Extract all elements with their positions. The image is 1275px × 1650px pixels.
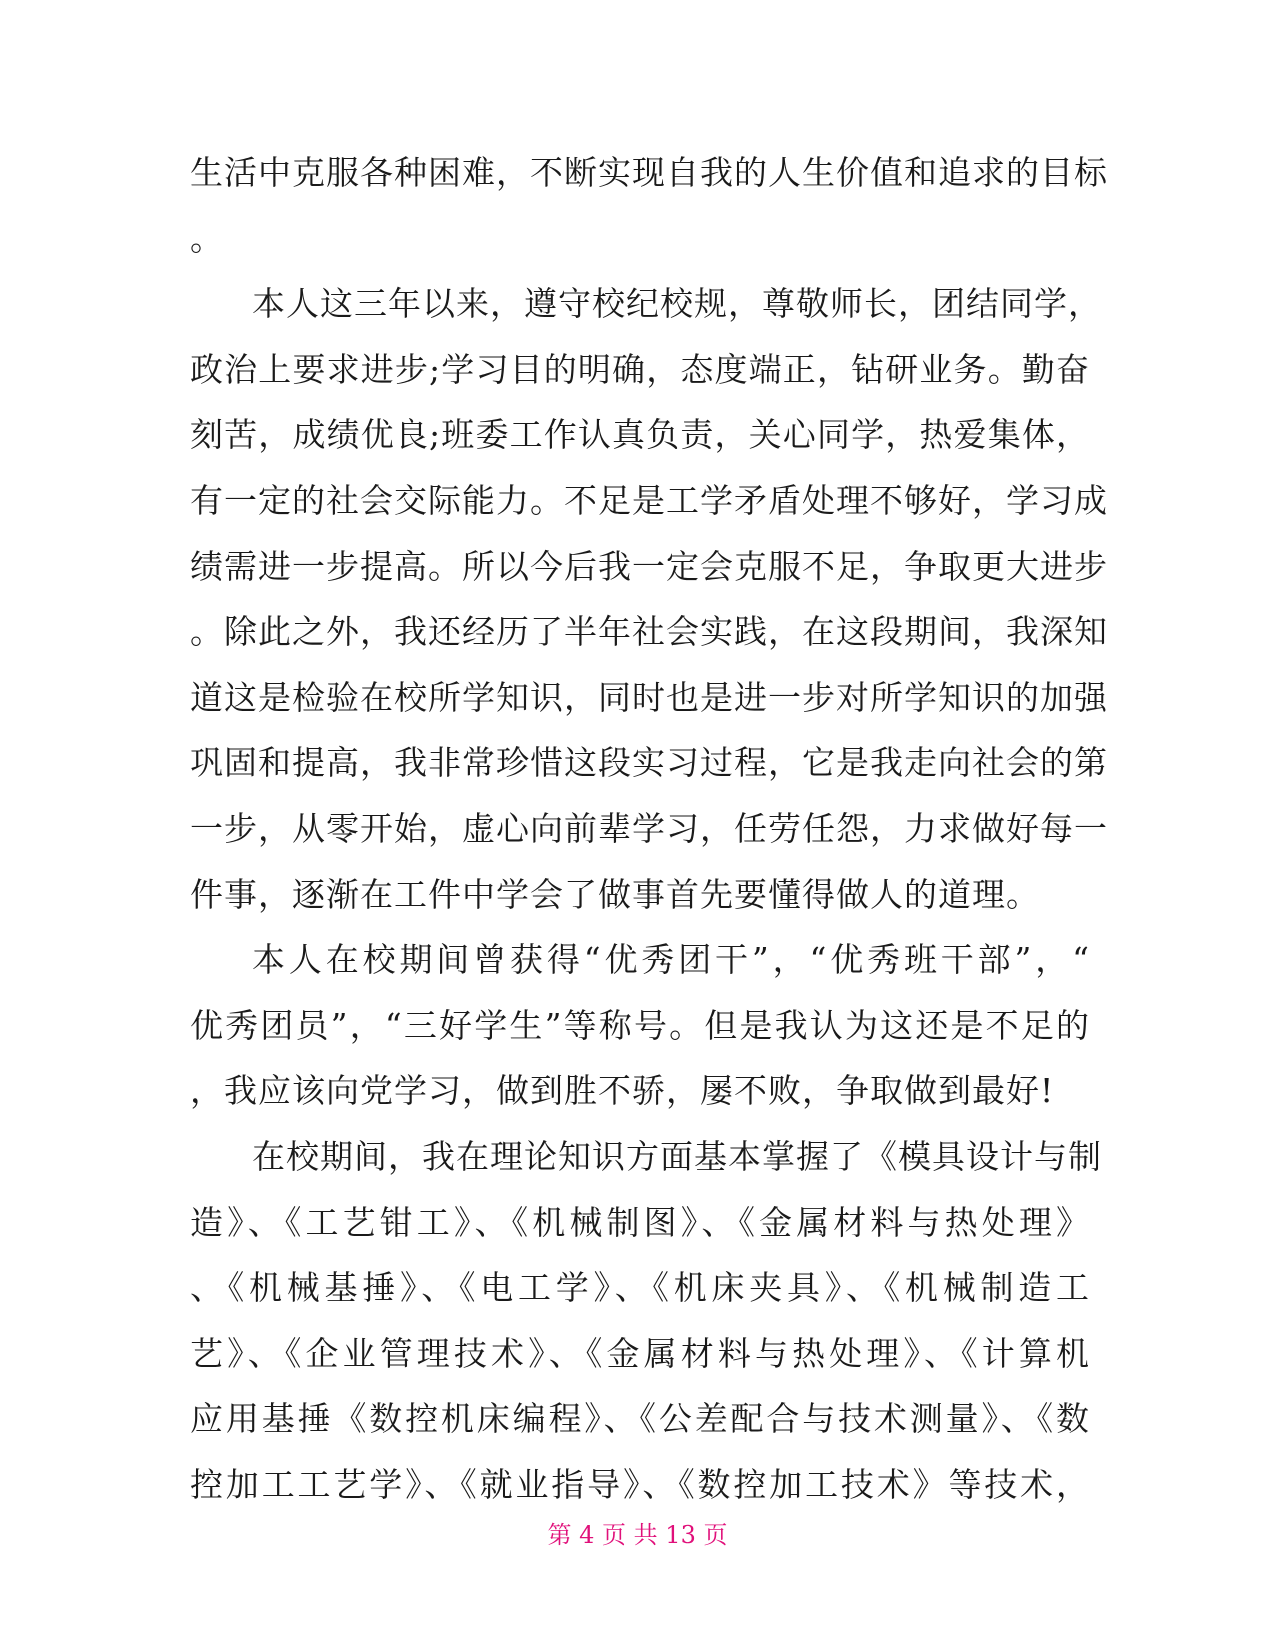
text-line: 优秀团员”，“三好学生”等称号。但是我认为这还是不足的 <box>190 1005 1090 1045</box>
text-line: 生活中克服各种困难，不断实现自我的人生价值和追求的目标 <box>190 153 1108 192</box>
text-line: ，我应该向党学习，做到胜不骄，屡不败，争取做到最好! <box>190 1071 1055 1111</box>
text-line: 。 <box>190 218 224 258</box>
text-line: 道这是检验在校所学知识，同时也是进一步对所学知识的加强 <box>190 677 1108 717</box>
text-line: 控加工工艺学》、《就业指导》、《数控加工技术》等技术， <box>190 1464 1090 1504</box>
text-line: 件事，逐渐在工件中学会了做事首先要懂得做人的道理。 <box>190 874 1040 914</box>
text-line: 、《机械基捶》、《电工学》、《机床夹具》、《机械制造工 <box>190 1268 1090 1308</box>
text-line: 造》、《工艺钳工》、《机械制图》、《金属材料与热处理》 <box>190 1202 1090 1242</box>
text-line: 刻苦，成绩优良;班委工作认真负责，关心同学，热爱集体， <box>190 415 1090 455</box>
page-number-footer: 第 4 页 共 13 页 <box>547 1521 728 1549</box>
text-line: 绩需进一步提高。所以今后我一定会克服不足，争取更大进步 <box>190 546 1108 586</box>
text-line: 政治上要求进步;学习目的明确，态度端正，钻研业务。勤奋 <box>190 349 1090 389</box>
paragraph-start-line: 本人这三年以来，遵守校纪校规，尊敬师长，团结同学， <box>252 284 1102 324</box>
paragraph-start-line: 本人在校期间曾获得“优秀团干”，“优秀班干部”，“ <box>252 940 1090 980</box>
text-line: 艺》、《企业管理技术》、《金属材料与热处理》、《计算机 <box>190 1333 1090 1373</box>
text-line: 。除此之外，我还经历了半年社会实践，在这段期间，我深知 <box>190 612 1108 652</box>
text-line: 巩固和提高，我非常珍惜这段实习过程，它是我走向社会的第 <box>190 743 1108 783</box>
text-line: 有一定的社会交际能力。不足是工学矛盾处理不够好，学习成 <box>190 480 1108 520</box>
text-line: 一步，从零开始，虚心向前辈学习，任劳任怨，力求做好每一 <box>190 808 1108 848</box>
text-line: 应用基捶《数控机床编程》、《公差配合与技术测量》、《数 <box>190 1399 1090 1439</box>
body-text <box>190 140 1108 1517</box>
paragraph-start-line: 在校期间，我在理论知识方面基本掌握了《模具设计与制 <box>252 1136 1102 1176</box>
